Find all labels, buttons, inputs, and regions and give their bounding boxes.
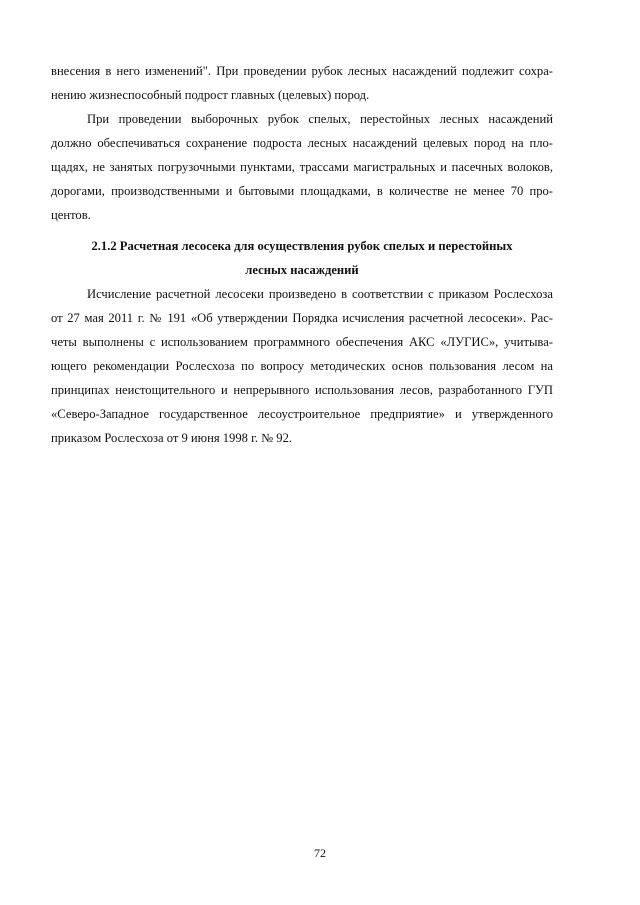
text-line: При проведении выборочных рубок спелых, перестойных лесных насаждений bbox=[87, 112, 553, 126]
text-line: внесения в него изменений". При проведении рубок лесных насаждений подлежит сохра- bbox=[51, 64, 553, 78]
text-line: щадях, не занятых погрузочными пунктами, трассами магистральных и пасечных волоков, bbox=[51, 160, 553, 174]
heading-line: 2.1.2 Расчетная лесосека для осуществления рубок спелых и перестойных bbox=[91, 239, 513, 253]
text-line: дорогами, производственными и бытовыми площадками, в количестве не менее 70 про- bbox=[51, 184, 553, 198]
text-line: Исчисление расчетной лесосеки произведено в соответствии с приказом Рослесхоза bbox=[87, 287, 553, 301]
section-heading bbox=[51, 234, 553, 282]
text-line: центов. bbox=[51, 208, 91, 222]
text-line: от 27 мая 2011 г. № 191 «Об утверждении Порядка исчисления расчетной лесосеки». Рас- bbox=[51, 311, 553, 325]
paragraph-continuation bbox=[51, 59, 553, 107]
heading-line: лесных насаждений bbox=[245, 263, 359, 277]
text-line: должно обеспечиваться сохранение подроста лесных насаждений целевых пород на пло- bbox=[51, 136, 553, 150]
text-line: четы выполнены с использованием программного обеспечения АКС «ЛУГИС», учитыва- bbox=[51, 335, 553, 349]
paragraph-selective-cutting bbox=[51, 107, 553, 227]
text-line: принципах неистощительного и непрерывного использования лесов, разработанного ГУП bbox=[51, 383, 553, 397]
text-line: приказом Рослесхоза от 9 июня 1998 г. № 92. bbox=[51, 431, 293, 445]
text-line: ющего рекомендации Рослесхоза по вопросу методических основ пользования лесом на bbox=[51, 359, 553, 373]
text-line: нению жизнеспособный подрост главных (целевых) пород. bbox=[51, 88, 370, 102]
page-number: 72 bbox=[314, 846, 326, 860]
text-line: «Северо-Западное государственное лесоустроительное предприятие» и утвержденного bbox=[51, 407, 553, 421]
paragraph-calculation bbox=[51, 282, 553, 450]
